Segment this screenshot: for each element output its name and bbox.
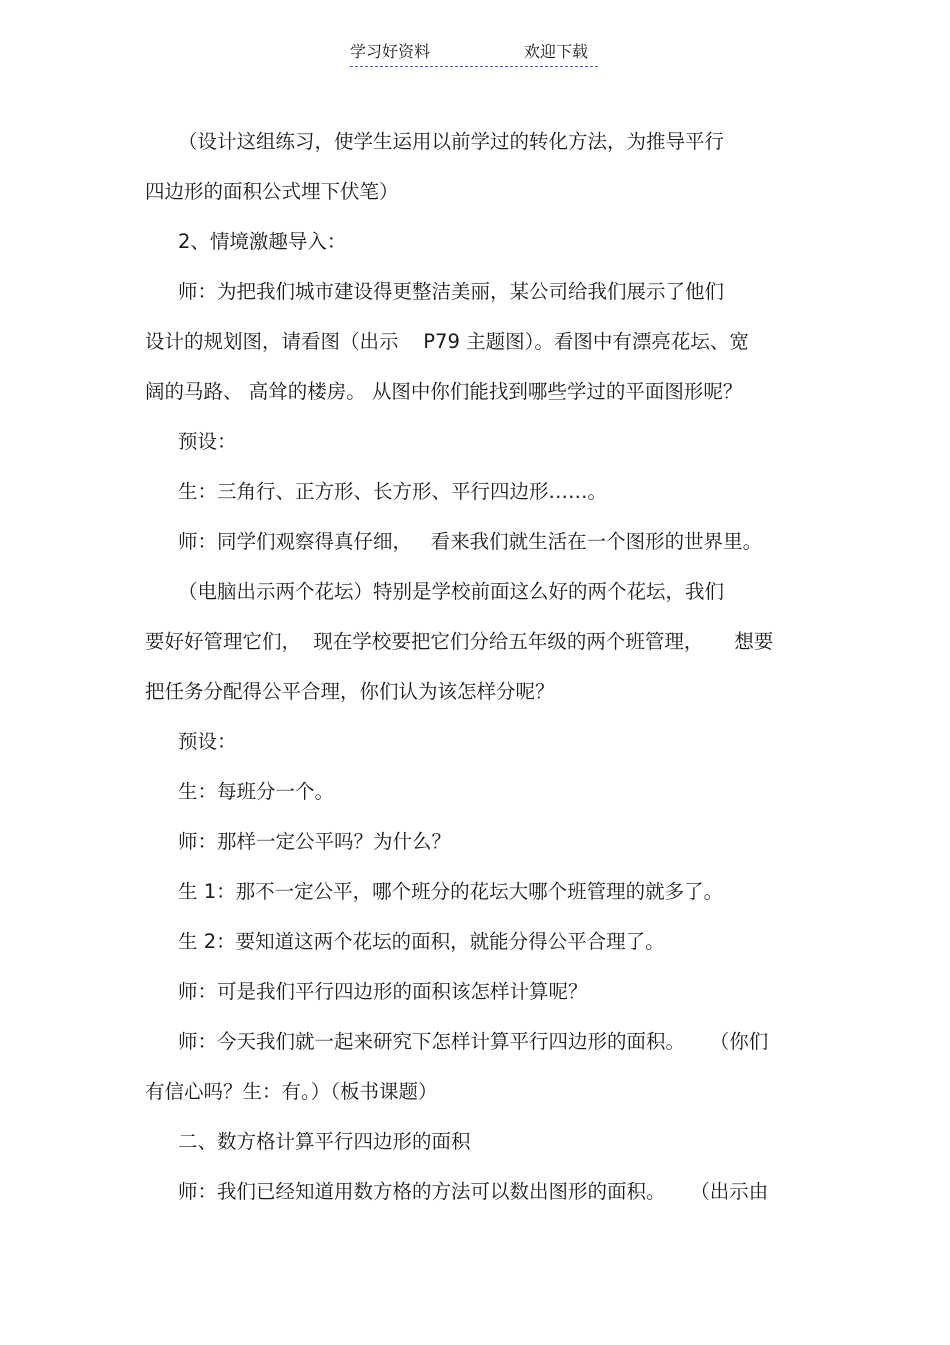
text-line: 要好好管理它们， 现在学校要把它们分给五年级的两个班管理， 想要 [145, 630, 774, 653]
text-line: 2、情境激趣导入： [178, 230, 347, 253]
text-line: 预设： [178, 730, 237, 753]
text-line: 阔的马路、 高耸的楼房。 从图中你们能找到哪些学过的平面图形呢？ [145, 380, 743, 403]
header-right-text: 欢迎下载 [524, 42, 589, 61]
text-line: 生 1：那不一定公平，哪个班分的花坛大哪个班管理的就多了。 [178, 880, 724, 903]
text-line: 有信心吗？生：有。）（板书课题） [145, 1080, 438, 1103]
text-line: 生 2：要知道这两个花坛的面积，就能分得公平合理了。 [178, 930, 665, 953]
text-line: （电脑出示两个花坛）特别是学校前面这么好的两个花坛，我们 [178, 580, 725, 603]
text-line: 四边形的面积公式埋下伏笔） [145, 180, 399, 203]
text-line: 师：可是我们平行四边形的面积该怎样计算呢？ [178, 980, 588, 1003]
page-header [350, 40, 598, 67]
text-line: （设计这组练习，使学生运用以前学过的转化方法，为推导平行 [178, 130, 725, 153]
text-line: 生：每班分一个。 [178, 780, 335, 803]
header-left-text: 学习好资料 [350, 42, 431, 61]
text-line: 设计的规划图，请看图（出示 P79 主题图）。看图中有漂亮花坛、宽 [145, 330, 749, 353]
text-line: 预设： [178, 430, 237, 453]
text-line: 师：为把我们城市建设得更整洁美丽，某公司给我们展示了他们 [178, 280, 725, 303]
text-line: 师：同学们观察得真仔细， 看来我们就生活在一个图形的世界里。 [178, 530, 763, 553]
text-line: 生：三角行、正方形、长方形、平行四边形……。 [178, 480, 608, 503]
text-line: 把任务分配得公平合理，你们认为该怎样分呢？ [145, 680, 555, 703]
text-line: 师：今天我们就一起来研究下怎样计算平行四边形的面积。 （你们 [178, 1030, 769, 1053]
text-line: 师：我们已经知道用数方格的方法可以数出图形的面积。 （出示由 [178, 1180, 769, 1203]
text-line: 师：那样一定公平吗？为什么？ [178, 830, 452, 853]
text-line: 二、数方格计算平行四边形的面积 [178, 1130, 471, 1153]
